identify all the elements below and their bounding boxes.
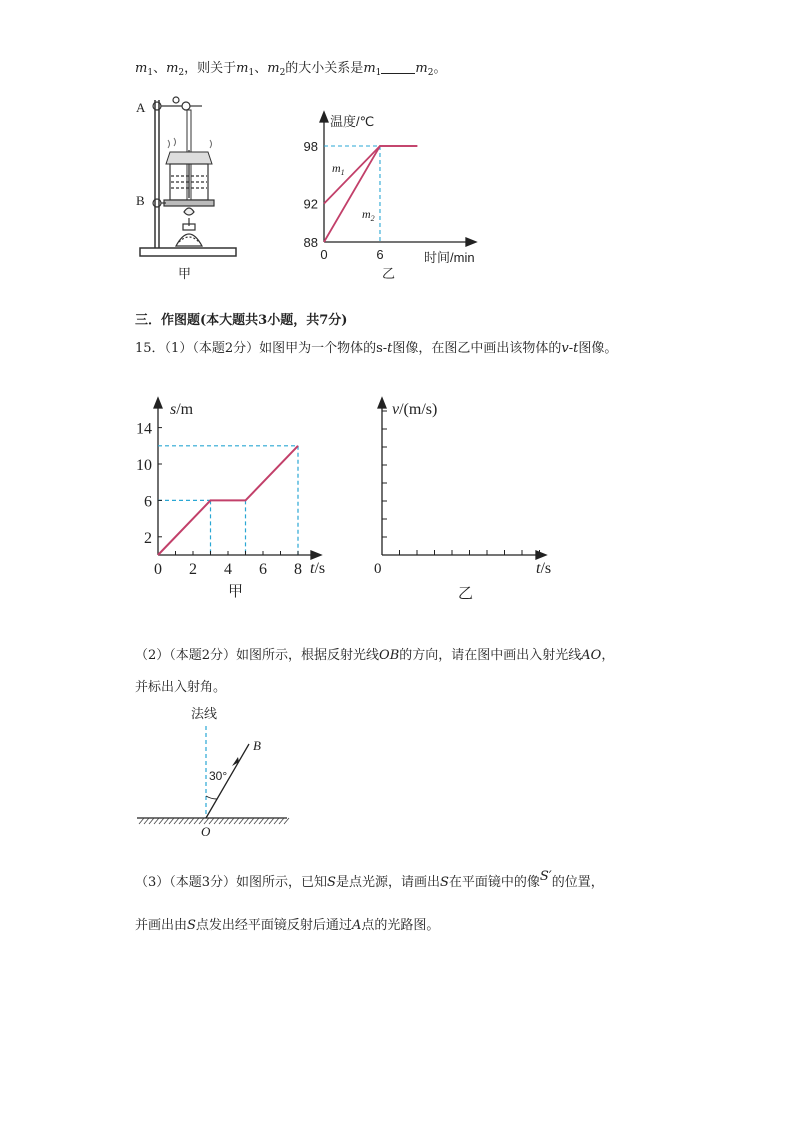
- st-xtick-4: 4: [224, 561, 232, 578]
- mirror-hatch: [269, 818, 274, 824]
- mirror-hatch: [224, 818, 229, 824]
- mirror-hatch: [239, 818, 244, 824]
- mirror-hatch: [154, 818, 159, 824]
- clamp-a: [153, 97, 202, 110]
- mirror-hatch: [279, 818, 284, 824]
- temp-ytick-88: 88: [303, 235, 318, 250]
- normal-label: 法线: [191, 706, 218, 721]
- mirror-hatch: [139, 818, 144, 824]
- mirror-hatch: [184, 818, 189, 824]
- st-ytick-14: 14: [136, 420, 152, 438]
- vt-ylabel: v/(m/s): [392, 401, 438, 418]
- q15-p1-v: v: [561, 341, 569, 356]
- intro-text2: 、: [254, 61, 268, 76]
- st-ytick-2: 2: [144, 529, 152, 547]
- q15-p3-c: 在平面镜中的像: [448, 875, 540, 890]
- q15-p1-t: t: [387, 341, 393, 356]
- q15-part2-line2: 并标出入射角。: [135, 680, 227, 695]
- q15-p1-prefix: （1）（本题2分）如图甲为一个物体的s-: [164, 341, 388, 356]
- m2-sub-b: 2: [279, 68, 286, 78]
- intro-text1: ，则关于: [184, 61, 237, 76]
- q15-p3-d: 的位置，: [551, 875, 604, 890]
- q15-p3-s2: S: [439, 875, 449, 890]
- m2-sub-c: 2: [427, 68, 434, 78]
- temp-xlabel: 时间/min: [424, 250, 475, 265]
- temp-ticks: [304, 139, 384, 262]
- q15-p2-b: 的方向，请在图中画出入射光线: [399, 648, 582, 663]
- label-b-reflection: B: [253, 738, 261, 753]
- mirror-hatch: [179, 818, 184, 824]
- m1-var-c: m: [363, 61, 376, 76]
- m2-sub: 2: [178, 68, 185, 78]
- alcohol-lamp: [176, 208, 202, 246]
- m2-var-c: m: [415, 61, 428, 76]
- q15-p3-a-point: A: [351, 918, 362, 933]
- temp-ytick-98: 98: [303, 139, 318, 154]
- q15-p3-l2b: 点发出经平面镜反射后通过: [195, 918, 352, 933]
- m2-var: m: [166, 61, 179, 76]
- answer-blank[interactable]: [381, 61, 415, 74]
- sep: 、: [153, 61, 167, 76]
- mirror-surface: [137, 818, 289, 824]
- caption-yi-temp: 乙: [382, 266, 396, 281]
- apparatus-figure: [130, 90, 240, 280]
- label-b: B: [136, 193, 145, 208]
- vt-ticks: [382, 411, 540, 555]
- gauze-ring: [153, 199, 214, 207]
- angle-label: 30°: [209, 769, 228, 783]
- temp-xtick-0: 0: [320, 247, 328, 262]
- caption-jia-st: 甲: [228, 583, 244, 600]
- caption-yi-vt: 乙: [458, 585, 474, 602]
- q15-number: 15．: [135, 341, 165, 356]
- st-xtick-6: 6: [259, 561, 267, 578]
- q15-p3-sprime: S′: [539, 869, 552, 884]
- mirror-hatch: [229, 818, 234, 824]
- q15-p3-s3: S: [187, 918, 196, 933]
- mirror-hatch: [244, 818, 249, 824]
- stand-rod: [155, 100, 159, 248]
- mirror-hatch: [194, 818, 199, 824]
- q15-p1-mid: 图像，在图乙中画出该物体的: [392, 341, 562, 356]
- m1-sub: 1: [147, 68, 154, 78]
- m1-var-b: m: [236, 61, 249, 76]
- angle-arc: [206, 796, 217, 799]
- intro-line: [135, 60, 446, 82]
- mirror-hatch: [189, 818, 194, 824]
- section-heading: 三．作图题(本大题共3小题，共7分): [135, 313, 348, 328]
- intro-text3: 的大小关系是: [285, 61, 364, 76]
- series-label-m1: $m_1$: [332, 161, 345, 177]
- st-ytick-10: 10: [136, 457, 152, 474]
- vt-axes: [378, 398, 546, 559]
- m1-sub-c: 1: [375, 68, 382, 78]
- mirror-hatch: [274, 818, 279, 824]
- st-axes: [154, 398, 321, 559]
- mirror-hatch: [254, 818, 259, 824]
- base: [140, 248, 236, 256]
- mirror-hatch: [174, 818, 179, 824]
- st-ylabel: s/m: [170, 401, 194, 418]
- st-chart: [130, 390, 340, 605]
- q15-p1-dash: -: [568, 341, 574, 356]
- q15-part1: [135, 340, 617, 358]
- vt-xlabel: t/s: [536, 560, 552, 577]
- st-xtick-2: 2: [189, 561, 197, 578]
- mirror-hatch: [164, 818, 169, 824]
- temp-axes: [320, 112, 476, 246]
- q15-part3-line2: [135, 917, 439, 935]
- q15-p1-end: 图像。: [578, 341, 618, 356]
- ray-arrow: [232, 757, 239, 766]
- intro-end: 。: [433, 61, 447, 76]
- q15-p2-ob: OB: [379, 648, 400, 663]
- st-xlabel: t/s: [310, 560, 326, 577]
- label-o: O: [201, 824, 211, 839]
- temperature-chart: [290, 100, 500, 280]
- label-a: A: [136, 100, 146, 115]
- reflection-figure: [135, 700, 295, 840]
- mirror-hatch: [159, 818, 164, 824]
- temp-ylabel: 温度/℃: [330, 114, 375, 129]
- m2-var-b: m: [267, 61, 280, 76]
- st-xtick-8: 8: [294, 561, 302, 578]
- q15-part3-line1: [135, 869, 604, 892]
- st-ytick-6: 6: [144, 493, 152, 511]
- q15-p2-a: （2）（本题2分）如图所示，根据反射光线: [135, 648, 380, 663]
- q15-p1-t2: t: [573, 341, 579, 356]
- mirror-hatch: [259, 818, 264, 824]
- q15-p2-ao: AO: [581, 648, 602, 663]
- q15-p3-a: （3）（本题3分）如图所示，已知: [135, 875, 328, 890]
- st-xtick-0: 0: [154, 561, 162, 578]
- mirror-hatch: [234, 818, 239, 824]
- caption-jia-apparatus: 甲: [178, 266, 192, 281]
- vt-origin-label: 0: [374, 561, 382, 577]
- q15-part2-line1: [135, 647, 614, 665]
- mirror-hatch: [144, 818, 149, 824]
- m1-var: m: [135, 61, 148, 76]
- series-label-m2: $m_2$: [362, 207, 375, 223]
- q15-p2-c: ，: [601, 648, 615, 663]
- mirror-hatch: [249, 818, 254, 824]
- mirror-hatch: [264, 818, 269, 824]
- q15-p3-l2c: 点的光路图。: [361, 918, 440, 933]
- q15-p3-s: S: [327, 875, 336, 890]
- mirror-hatch: [284, 818, 289, 824]
- m1-sub-b: 1: [248, 68, 255, 78]
- vt-chart: [360, 390, 570, 605]
- mirror-hatch: [219, 818, 224, 824]
- q15-p3-b: 是点光源，请画出: [335, 875, 440, 890]
- temp-ytick-92: 92: [303, 196, 318, 212]
- temp-xtick-6: 6: [376, 247, 384, 262]
- mirror-hatch: [214, 818, 219, 824]
- q15-p3-l2a: 并画出由: [135, 918, 188, 933]
- mirror-hatch: [149, 818, 154, 824]
- mirror-hatch: [169, 818, 174, 824]
